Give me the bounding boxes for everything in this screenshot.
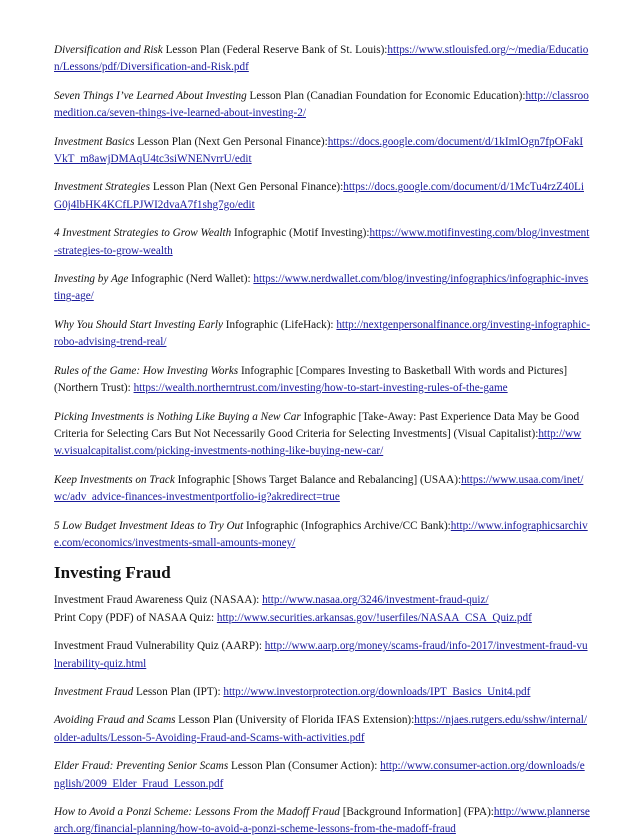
entry-title: 4 Investment Strategies to Grow Wealth — [54, 227, 232, 240]
resource-entry — [54, 225, 590, 260]
entry-title: Rules of the Game: How Investing Works — [54, 364, 239, 377]
fraud-resources-list — [54, 638, 590, 839]
entry-title: Keep Investments on Track — [54, 473, 175, 486]
entry-description: Infographic (Motif Investing): — [231, 227, 370, 240]
entry-title: Why You Should Start Investing Early — [54, 318, 223, 331]
entry-description: Infographic [Take-Away: Past Experience Data May be Good Criteria for Selecting Cars But Not Necessarily Good Criteria for Selecting Investments] (Visual Capitalist): — [54, 410, 580, 440]
entry-description: Lesson Plan (Canadian Foundation for Economic Education): — [246, 89, 526, 102]
entry-link[interactable]: https://docs.google.com/document/d/1McTu4rzZ40LiG0j4lbHK4KCfLPJWI2dvaA7f1shg7go/edit — [54, 181, 584, 211]
entry-link[interactable]: https://www.motifinvesting.com/blog/investment-strategies-to-grow-wealth — [54, 227, 590, 257]
resource-entry — [54, 804, 590, 839]
entry-title: Picking Investments is Nothing Like Buying a New Car — [54, 410, 301, 423]
entry-title: Investing by Age — [54, 273, 129, 286]
entry-link[interactable]: https://www.stlouisfed.org/~/media/Education/Lessons/pdf/Diversification-and-Risk.pdf — [54, 44, 589, 74]
entry-link[interactable]: http://www.consumer-action.org/downloads/english/2009_Elder_Fraud_Lesson.pdf — [54, 760, 585, 790]
entry-link[interactable]: https://www.usaa.com/inet/wc/adv_advice-finances-investmentportfolio-ig?akredirect=true — [54, 473, 584, 504]
resource-entry — [54, 712, 590, 747]
resource-entry — [54, 518, 590, 553]
entry-description: Lesson Plan (IPT): — [133, 685, 224, 698]
entry-description: Infographic (LifeHack): — [222, 318, 337, 331]
entry-title: Diversification and Risk — [54, 44, 163, 56]
entry-description: Infographic [Compares Investing to Basketball With words and Pictures] (Northern Trust): — [54, 364, 568, 395]
entry-description: Lesson Plan (Federal Reserve Bank of St. Louis): — [162, 44, 388, 56]
entry-link[interactable]: http://www.aarp.org/money/scams-fraud/info-2017/investment-fraud-vulnerability-quiz.html — [54, 640, 588, 670]
entry-description: Investment Fraud Vulnerability Quiz (AARP): — [54, 640, 265, 653]
resource-entry — [54, 88, 590, 123]
entry-description: Lesson Plan (Next Gen Personal Finance): — [150, 181, 344, 194]
entry-link[interactable]: https://docs.google.com/document/d/1kImlOgn7fpOFakIVkT_m8awjDMAqU4tc3siWNENvrrU/edit — [54, 135, 584, 166]
entry-description: Print Copy (PDF) of NASAA Quiz: — [54, 611, 217, 624]
entry-description: Lesson Plan (Next Gen Personal Finance): — [134, 135, 328, 148]
entry-description: Infographic [Shows Target Balance and Rebalancing] (USAA): — [174, 473, 462, 486]
entry-link[interactable]: http://www.infographicsarchive.com/economics/investments-small-amounts-money/ — [54, 519, 588, 549]
entry-title: Investment Fraud — [54, 685, 134, 698]
entry-link[interactable]: https://njaes.rutgers.edu/sshw/internal/older-adults/Lesson-5-Avoiding-Fraud-and-Scams-with-activities.pdf — [54, 714, 588, 744]
entry-description: Infographic (Nerd Wallet): — [128, 273, 254, 286]
entry-title: Investment Strategies — [54, 181, 151, 194]
entry-link[interactable]: http://www.plannersearch.org/financial-planning/how-to-avoid-a-ponzi-scheme-lessons-from-the-madoff-fraud — [54, 806, 590, 836]
entry-link[interactable]: http://classroomedition.ca/seven-things-ive-learned-about-investing-2/ — [54, 89, 589, 120]
investing-resources-list — [54, 42, 590, 552]
entry-title: Avoiding Fraud and Scams — [54, 714, 176, 727]
resource-entry — [54, 134, 590, 169]
entry-title: Elder Fraud: Preventing Senior Scams — [54, 760, 229, 773]
entry-link[interactable]: https://www.nerdwallet.com/blog/investing/infographics/infographic-investing-age/ — [54, 273, 589, 303]
entry-link[interactable]: http://www.nasaa.org/3246/investment-fraud-quiz/ — [262, 594, 489, 607]
resource-entry — [54, 472, 590, 507]
resource-entry — [54, 42, 590, 77]
entry-link[interactable]: http://nextgenpersonalfinance.org/investing-infographic-robo-advising-trend-real/ — [54, 318, 590, 349]
resource-entry — [54, 684, 590, 701]
resource-entry — [54, 758, 590, 793]
resource-entry — [54, 179, 590, 214]
entry-link[interactable]: http://www.visualcapitalist.com/picking-investments-nothing-like-buying-new-car/ — [54, 427, 582, 458]
entry-link[interactable]: http://www.investorprotection.org/downloads/IPT_Basics_Unit4.pdf — [223, 685, 531, 698]
entry-description: Lesson Plan (University of Florida IFAS Extension): — [175, 714, 415, 727]
entry-title: How to Avoid a Ponzi Scheme: Lessons From the Madoff Fraud — [54, 806, 340, 818]
resource-entry — [54, 638, 590, 673]
entry-title: Seven Things I’ve Learned About Investing — [54, 89, 247, 102]
resource-entry — [54, 409, 590, 461]
entry-description: [Background Information] (FPA): — [339, 806, 494, 818]
entry-description: Investment Fraud Awareness Quiz (NASAA): — [54, 594, 263, 607]
entry-description: Lesson Plan (Consumer Action): — [228, 760, 381, 773]
entry-description: Infographic (Infographics Archive/CC Bank): — [243, 519, 451, 532]
resource-entry — [54, 317, 590, 352]
entry-link[interactable]: http://www.securities.arkansas.gov/!userfiles/NASAA_CSA_Quiz.pdf — [216, 611, 532, 624]
resource-entry — [54, 271, 590, 306]
entry-link[interactable]: https://wealth.northerntrust.com/investing/how-to-start-investing-rules-of-the-game — [133, 382, 508, 395]
section-heading-investing-fraud: Investing Fraud — [54, 563, 171, 583]
resource-entry — [54, 363, 590, 398]
fraud-quiz-entry — [54, 592, 590, 627]
entry-title: Investment Basics — [54, 135, 135, 148]
entry-title: 5 Low Budget Investment Ideas to Try Out — [54, 519, 244, 532]
